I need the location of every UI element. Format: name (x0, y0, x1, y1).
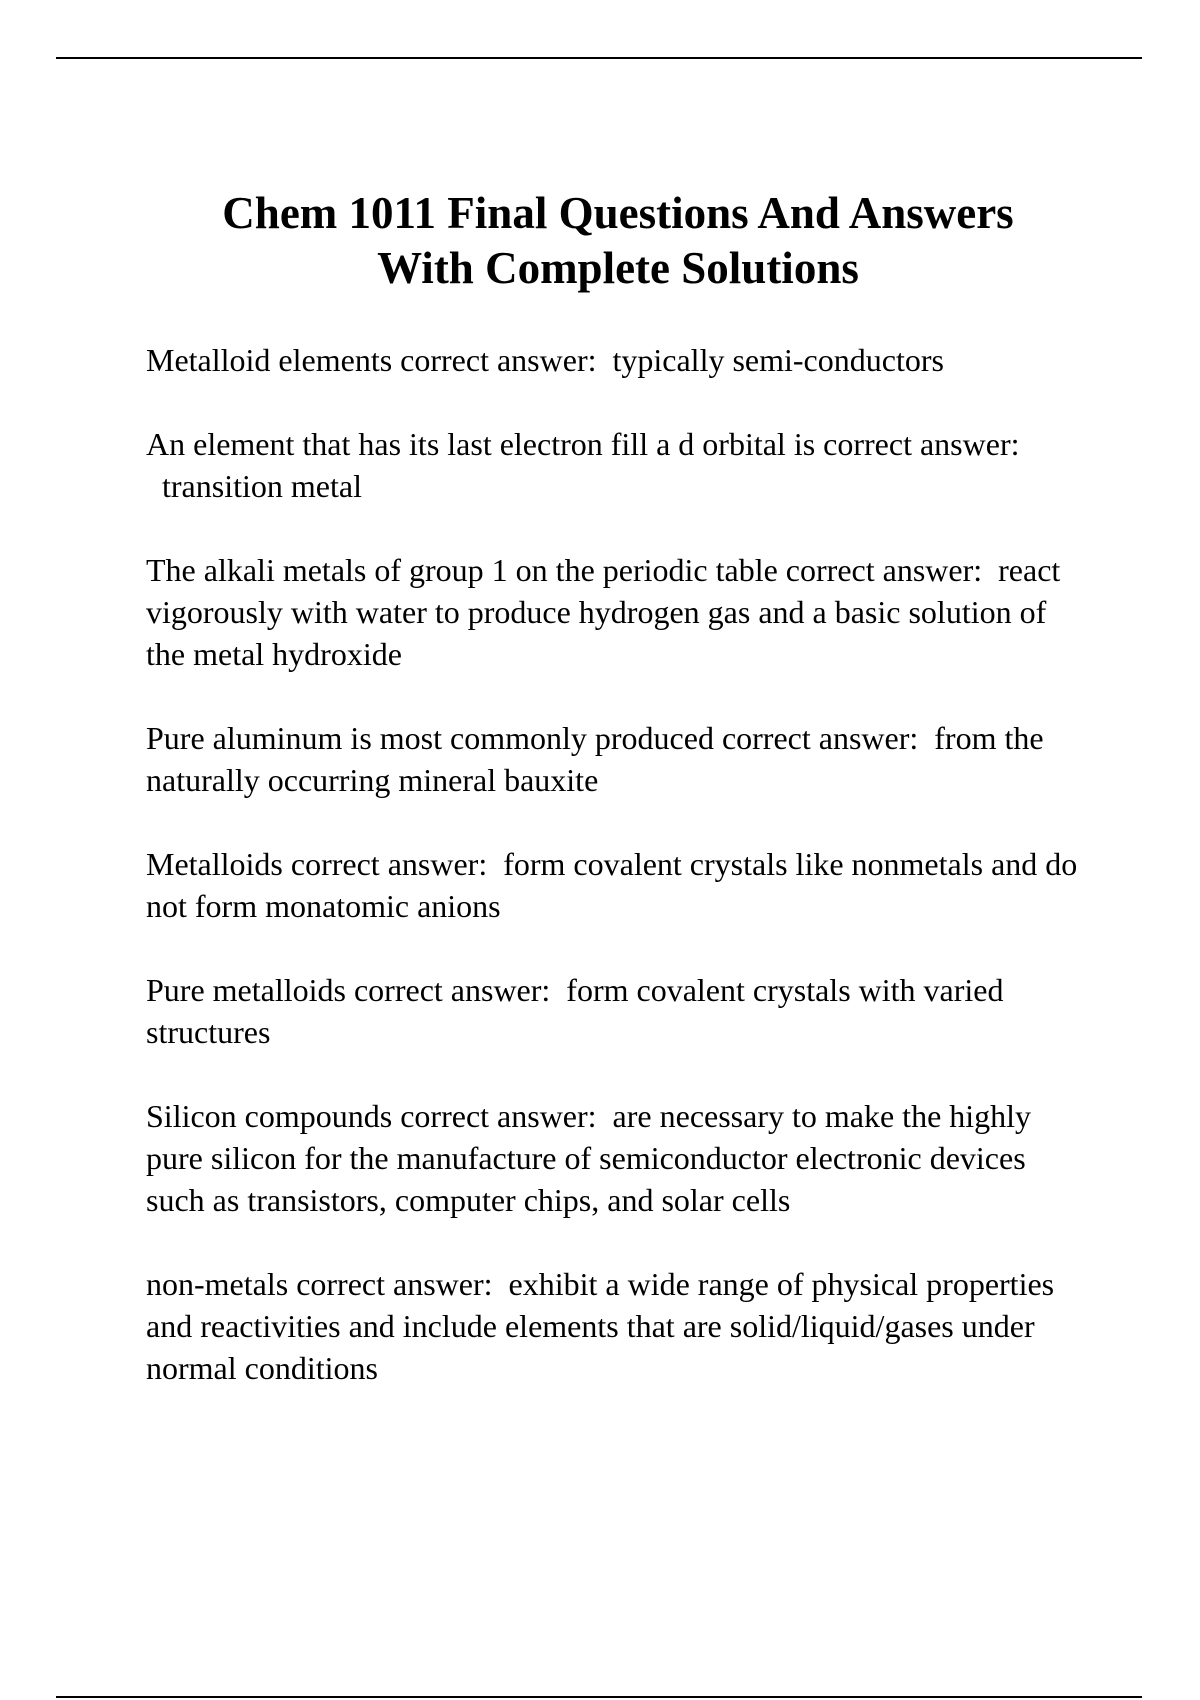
qa-item-4 (146, 717, 1086, 801)
title-line-2: With Complete Solutions (377, 243, 859, 293)
qa-item-3 (146, 549, 1086, 675)
question-text: An element that has its last electron fill a d orbital is (146, 426, 816, 462)
qa-list (146, 339, 1086, 1431)
answer-text: are necessary to make the highly pure silicon for the manufacture of semiconductor electronic devices such as transistors, computer chips, and solar cells (146, 1098, 1032, 1218)
header-rule (56, 57, 1142, 59)
question-text: Pure metalloids (146, 972, 346, 1008)
answer-marker: correct answer: (290, 846, 488, 882)
answer-text: transition metal (162, 468, 362, 504)
answer-marker: correct answer: (785, 552, 983, 588)
answer-marker: correct answer: (823, 426, 1020, 462)
answer-text: from the naturally occurring mineral bauxite (146, 720, 1044, 798)
question-text: Silicon compounds (146, 1098, 393, 1134)
qa-item-5 (146, 843, 1086, 927)
answer-text: react vigorously with water to produce hydrogen gas and a basic solution of the metal hydroxide (146, 552, 1061, 672)
question-text: The alkali metals of group 1 on the periodic table (146, 552, 778, 588)
answer-text: exhibit a wide range of physical properties and reactivities and include elements that are solid/liquid/gases under normal conditions (146, 1266, 1055, 1386)
footer-rule (56, 1696, 1142, 1698)
answer-marker: correct answer: (721, 720, 919, 756)
answer-text: form covalent crystals like nonmetals and do not form monatomic anions (146, 846, 1078, 924)
qa-item-8 (146, 1263, 1086, 1389)
answer-marker: correct answer: (400, 1098, 597, 1134)
question-text: Metalloid elements (146, 342, 393, 378)
document-title (0, 186, 1200, 296)
answer-text: typically semi-conductors (612, 342, 944, 378)
question-text: non-metals (146, 1266, 289, 1302)
title-line-1: Chem 1011 Final Questions And Answers (222, 188, 1014, 238)
question-text: Pure aluminum is most commonly produced (146, 720, 714, 756)
qa-item-1 (146, 339, 1086, 381)
qa-item-2 (146, 423, 1086, 507)
answer-text: form covalent crystals with varied structures (146, 972, 1004, 1050)
answer-marker: correct answer: (296, 1266, 493, 1302)
qa-item-6 (146, 969, 1086, 1053)
answer-marker: correct answer: (353, 972, 551, 1008)
answer-marker: correct answer: (400, 342, 597, 378)
question-text: Metalloids (146, 846, 283, 882)
qa-item-7 (146, 1095, 1086, 1221)
